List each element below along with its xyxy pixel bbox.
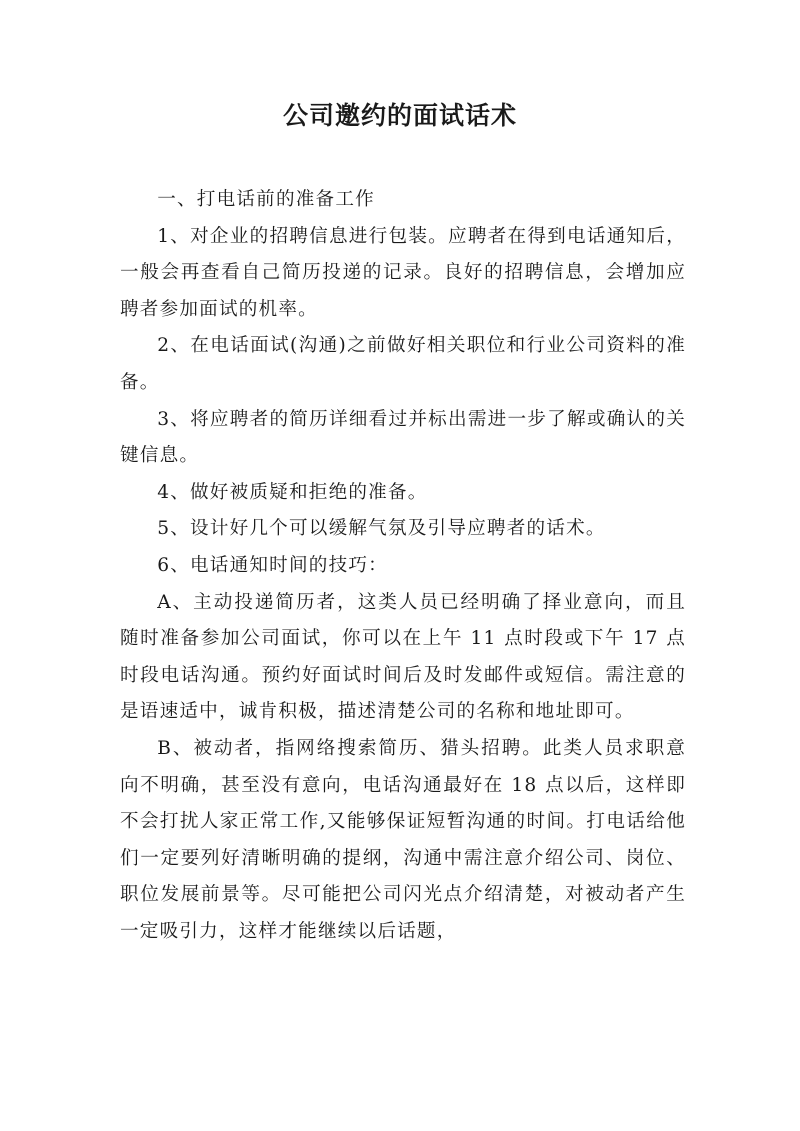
section-heading: 一、打电话前的准备工作 bbox=[157, 189, 375, 210]
document-title: 公司邀约的面试话术 bbox=[282, 101, 517, 130]
document-body bbox=[120, 182, 686, 950]
paragraph-1: 1、对企业的招聘信息进行包装。应聘者在得到电话通知后，一般会再查看自己简历投递的记录。良好的招聘信息，会增加应聘者参加面试的机率。 bbox=[120, 225, 686, 320]
paragraph-4: 4、做好被质疑和拒绝的准备。 bbox=[157, 481, 428, 503]
paragraph-a: A、主动投递简历者，这类人员已经明确了择业意向，而且随时准备参加公司面试，你可以在上午 11 点时段或下午 17 点时段电话沟通。预约好面试时间后及时发邮件或短信。需注意的是语速适中，诚肯积极，描述清楚公司的名称和地址即可。 bbox=[120, 591, 686, 723]
paragraph-3: 3、将应聘者的简历详细看过并标出需进一步了解或确认的关键信息。 bbox=[120, 408, 686, 467]
paragraph-6: 6、电话通知时间的技巧： bbox=[157, 554, 388, 576]
paragraph-b: B、被动者，指网络搜索简历、猎头招聘。此类人员求职意向不明确，甚至没有意向，电话沟通最好在 18 点以后，这样即不会打扰人家正常工作,又能够保证短暂沟通的时间。打电话给他们一定要列好清晰明确的提纲，沟通中需注意介绍公司、岗位、职位发展前景等。尽可能把公司闪光点介绍清楚，对被动者产生一定吸引力，这样才能继续以后话题， bbox=[120, 737, 686, 942]
paragraph-5: 5、设计好几个可以缓解气氛及引导应聘者的话术。 bbox=[157, 518, 606, 540]
paragraph-2: 2、在电话面试(沟通)之前做好相关职位和行业公司资料的准备。 bbox=[120, 335, 686, 393]
